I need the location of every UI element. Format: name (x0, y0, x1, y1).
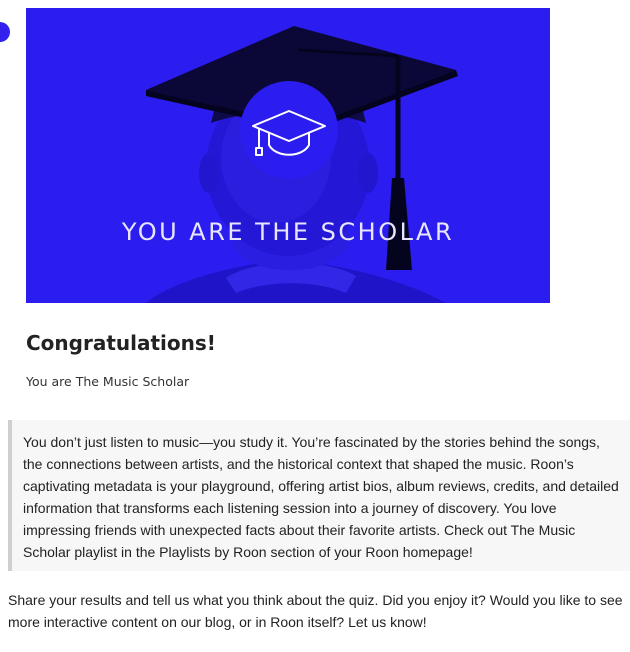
left-ear (199, 153, 219, 193)
scholar-illustration (26, 8, 550, 303)
result-description: You don’t just listen to music—you study it. You’re fascinated by the stories behind the songs, the connections between artists, and the historical context that shaped the music. Roon’s captivating metadata is your playground, offering artist bios, album reviews, credits, and detailed information that transforms each listening session into a journey of discovery. You love impressing friends with unexpected facts about their favorite artists. Check out The Music Scholar playlist in the Playlists by Roon section of your Roon homepage! (8, 420, 630, 571)
result-subtitle: You are The Music Scholar (26, 374, 190, 389)
hero-title: YOU ARE THE SCHOLAR (121, 218, 455, 246)
right-ear (358, 153, 378, 193)
edge-dot (0, 22, 10, 42)
outro-text: Share your results and tell us what you think about the quiz. Did you enjoy it? Would you like to see more interactive content on our blog, or in Roon itself? Let us know! (8, 592, 623, 630)
hero-banner (26, 8, 550, 303)
badge-circle (240, 81, 338, 179)
result-heading: Congratulations! (26, 331, 216, 355)
